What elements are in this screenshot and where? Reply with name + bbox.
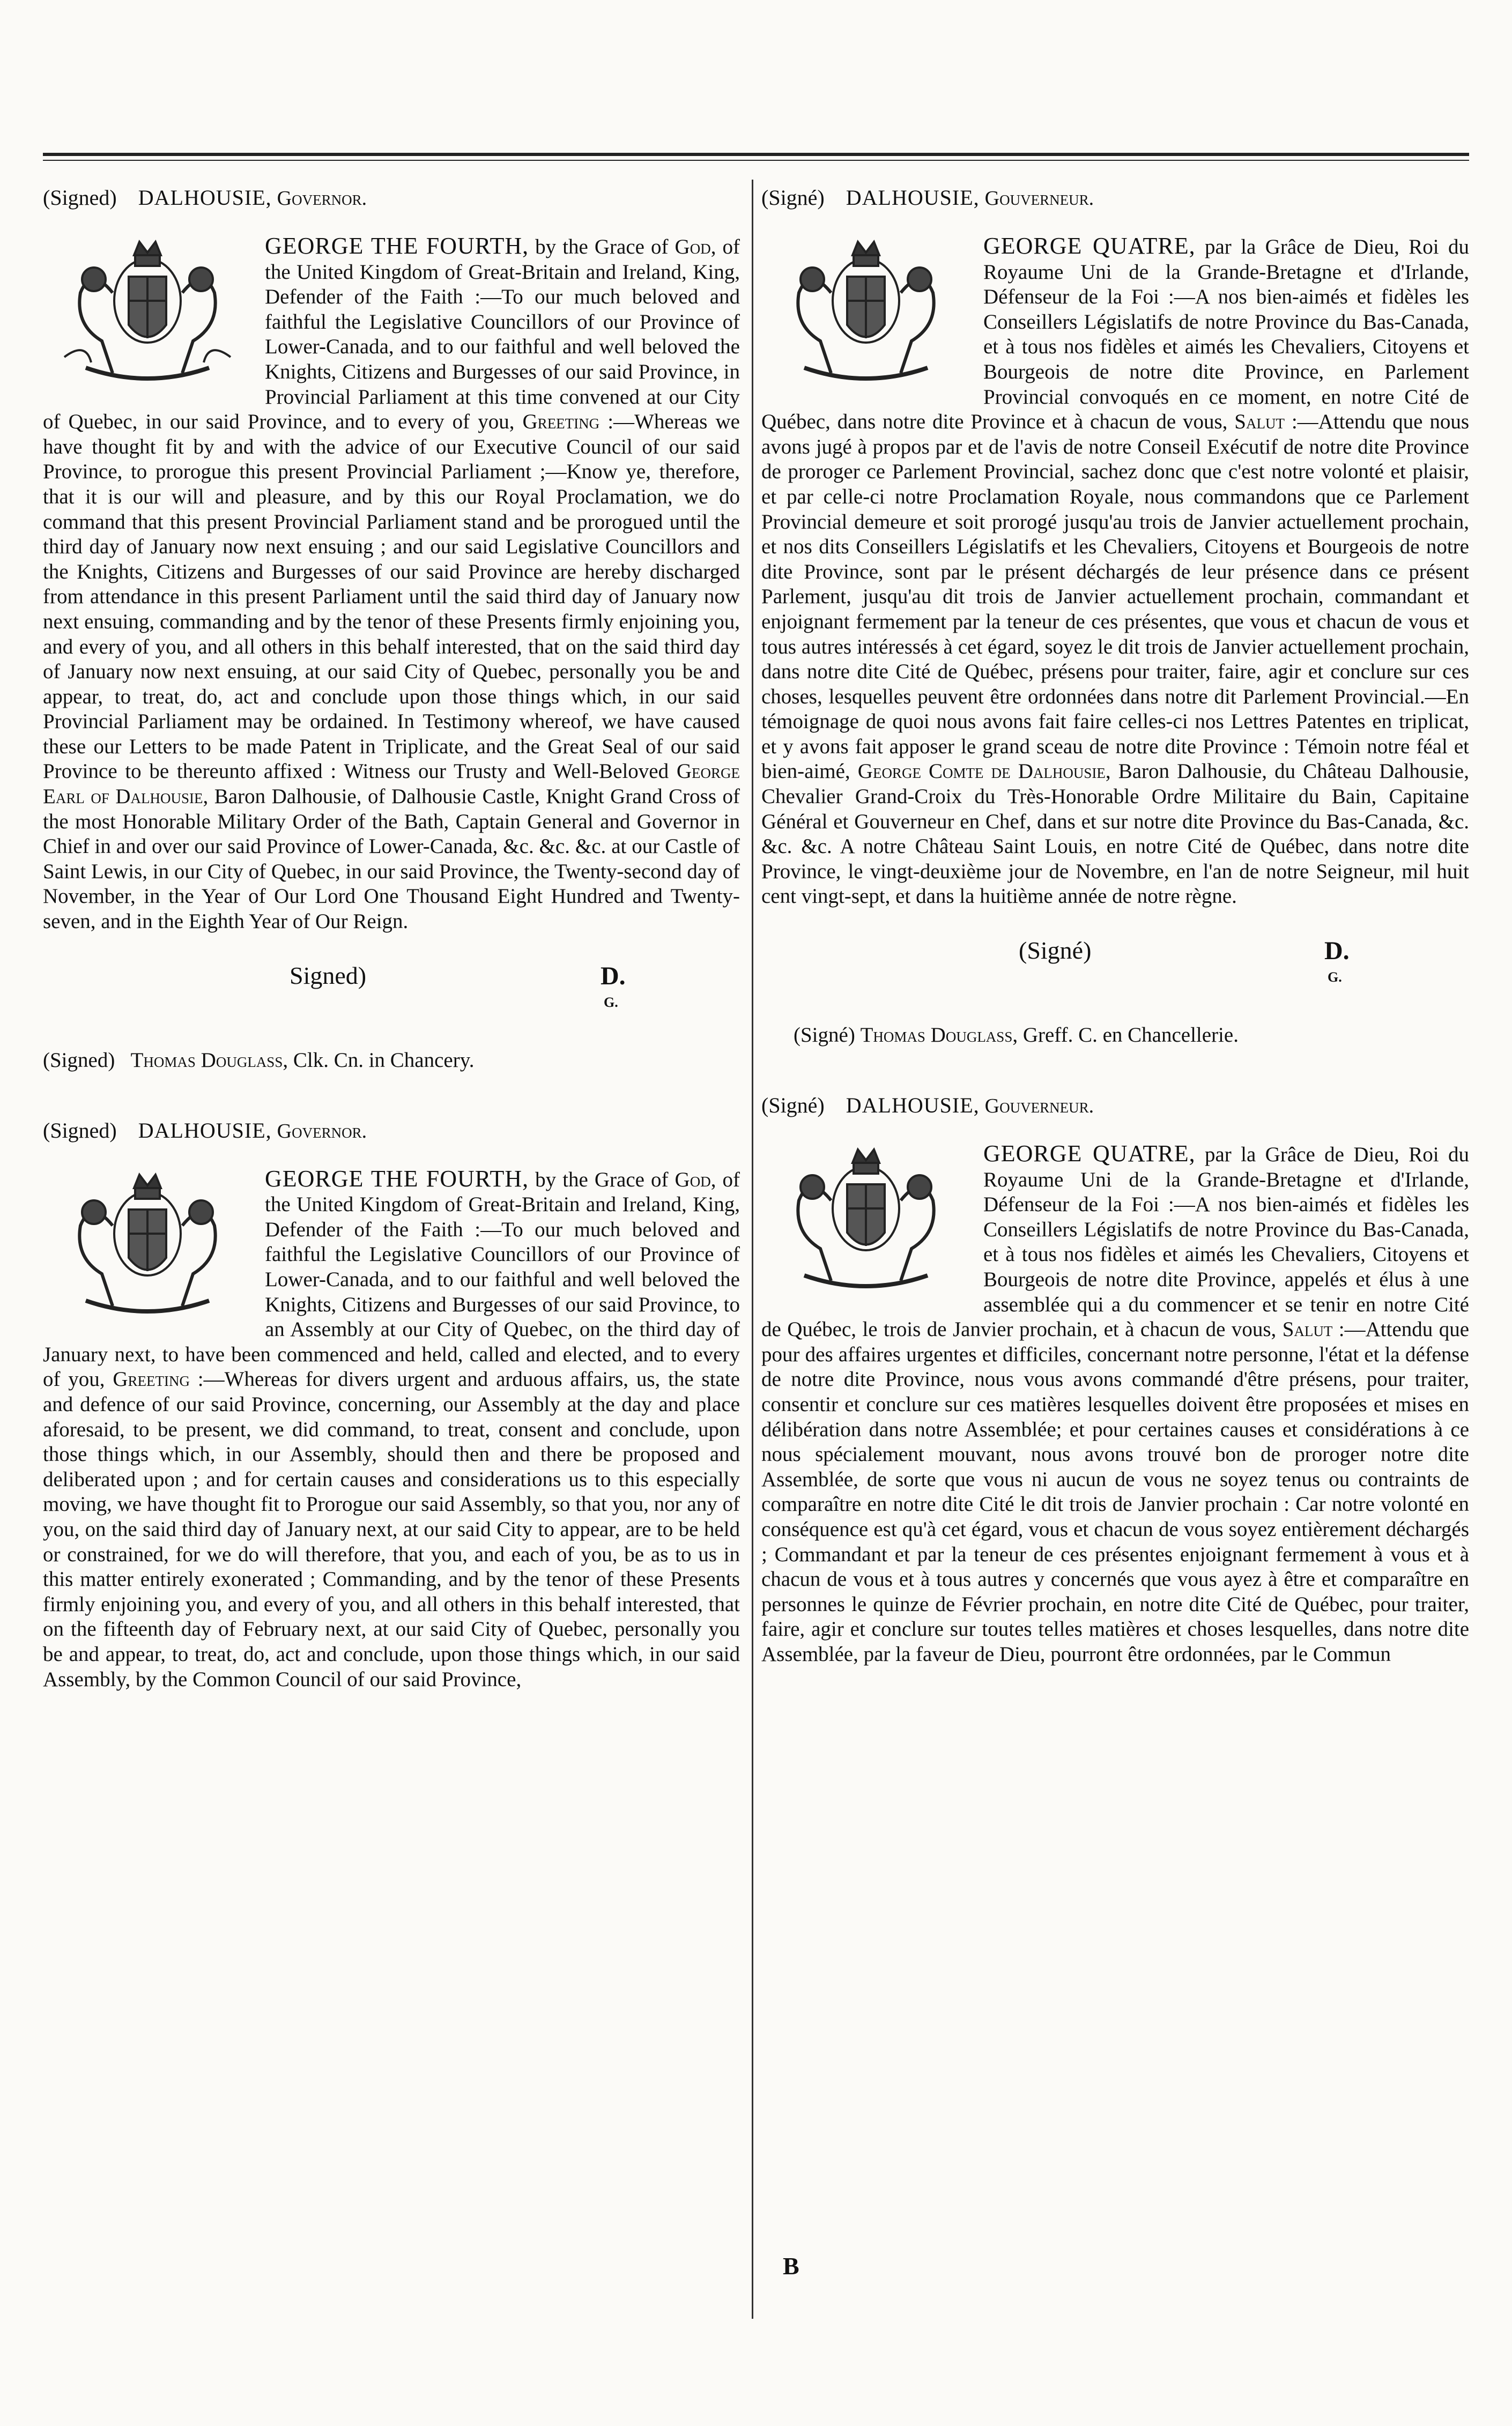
signe-word: (Signé) — [1019, 937, 1092, 965]
english-column — [43, 180, 740, 1692]
greeting-smallcaps: Greeting — [522, 410, 600, 434]
gouverneur-name: DALHOUSIE, — [846, 186, 980, 210]
governor-name: DALHOUSIE, — [138, 1118, 272, 1142]
royal-coat-of-arms-icon — [43, 1167, 252, 1327]
proc-text: , of the United Kingdom of Great-Britain and Ireland, King, Defender of the Faith :—To our much beloved and faithful the Legislative Councillors of our Province of Lower-Canada, and to our faithful and well beloved the Knights, Citizens and Burgesses of our said Province, to an Assembly at our City of Quebec, on the third day of January next, to have been commenced and held, called and elected, and to every of you, — [43, 1168, 740, 1391]
god-smallcaps: God — [675, 1168, 711, 1191]
governor-title: Governor. — [277, 1119, 367, 1142]
proclamation-prorogue-assembly — [43, 1167, 740, 1692]
signed-word: Signed) — [290, 961, 367, 989]
earl-name-smallcaps: George Earl of Dalhousie — [43, 760, 740, 808]
gouverneur-title: Gouverneur. — [984, 187, 1094, 210]
french-column — [761, 180, 1469, 1667]
comte-name-smallcaps: George Comte de Dalhousie — [857, 760, 1106, 783]
gouverneur-name: DALHOUSIE, — [846, 1093, 980, 1118]
greffier-name: Thomas Douglass — [860, 1023, 1013, 1047]
royal-coat-of-arms-icon — [761, 1141, 970, 1302]
signed-label: (Signed) — [43, 1118, 117, 1142]
proc-text: :—Attendu que nous avons jugé à propos par et de l'avis de notre Conseil Exécutif de notre dite Province de proroger ce Parlement Provincial, sachez donc que c'est notre volonté et plaisir, et par celle-ci notre Proclamation Royale, nous commandons que ce Parlement Provincial demeure et soit prorogé jusqu'au trois de Janvier actuellement prochain, et nos dits Conseillers Législatifs et les Chevaliers, Citoyens et Bourgeois de notre dite Province, sont par le présent déchargés de leur présence dans ce présent Parlement, jusqu'au dit trois de Janvier actuellement prochain, commandant et enjoignant fermement par la teneur de ces présentes, que vous et chacun de vous et tous autres intéressés à cet égard, soyez le dit trois de Janvier actuellement prochain, dans notre dite Cité de Québec, présens pour traiter, faire, agir et conclure sur ces choses, lesquelles peuvent être ordonnées dans notre dit Parlement Provincial.—En témoignage de quoi nous avons fait faire celles-ci nos Lettres Patentes en triplicat, et y avons fait apposer le grand sceau de notre dite Province : Témoin notre féal et bien-aimé, — [761, 410, 1470, 783]
governor-title: Governor. — [277, 187, 367, 210]
proc-text: by the Grace of — [529, 1168, 675, 1191]
proclamation-prorogue-parliament — [43, 234, 740, 934]
salut-smallcaps: Salut — [1282, 1318, 1333, 1341]
top-rule — [43, 153, 1469, 156]
greeting-smallcaps: Greeting — [113, 1368, 190, 1391]
proc-text: par la Grâce de Dieu, Roi du Royaume Uni de la Grande-Bretagne et d'Irlande, Défenseur de la Foi :—A nos bien-aimés et fidèles les Conseillers Législatifs de notre Province du Bas-Canada, et à tous nos fidèles et aimés les Chevaliers, Citoyens et Bourgeois de notre dite Province, appelés et élus à une assemblée qui a du commencer et se tenir en notre Cité de Québec, le trois de Janvier prochain, et à chacun de vous, — [761, 1143, 1469, 1341]
proc-text: :—Whereas we have thought fit by and with the advice of our Executive Council of our said Province, to prorogue this present Provincial Parliament ;—Know ye, therefore, that it is our will and pleasure, and by this our Royal Proclamation, we do command that this present Provincial Parliament stand and be prorogued until the third day of January now next ensuing ; and our said Legislative Councillors and the Knights, Citizens and Burgesses of our said Province are hereby discharged from attendance in this present Parliament until the said third day of January now next ensuing, commanding and by the tenor of these Presents firmly enjoining you, and every of you, and all others in this behalf interested, that on the said third day of January now next ensuing, at our said City of Quebec, personally you be and appear, to treat, do, act and conclude upon those things which, in our said Provincial Parliament may be ordained. In Testimony whereof, we have caused these our Letters to be made Patent in Triplicate, and the Great Seal of our said Province to be thereunto affixed : Witness our Trusty and Well-Beloved — [43, 410, 740, 783]
roi-lead-name: GEORGE QUATRE, — [983, 1140, 1196, 1167]
roi-lead-name: GEORGE QUATRE, — [983, 233, 1196, 259]
signe-gouverneur-line-2 — [761, 1092, 1469, 1120]
proc-text: :—Attendu que pour des affaires urgentes et difficiles, concernant notre personne, l'état et la défense de notre dite Province, nous vous avons commandé d'être présens, pour traiter, consentir et conclure sur ces matières lesquelles doivent être proposées et mises en délibération dans notre Assemblée; et pour certaines causes et considérations à ce nous spécialement mouvant, nous avons trouvé bon de proroger notre dite Assemblée, de sorte que vous ni aucun de vous ne soyez tenus ou contraints de comparaître en notre dite Cité le dit trois de Janvier prochain : Car notre volonté en conséquence est qu'à cet égard, vous et chacun de vous soyez entièrement déchargés ; Commandant et par la teneur de ces présentes enjoignant fermement à vous et à chacun de vous et à tous autres y concernés que vous ayez à être et comparaître en personnes le quinze de Février prochain, en notre dite Cité de Québec, pour traiter, faire, agir et conclure sur toutes telles matières et choses lesquelles, dans notre dite Assemblée, par la faveur de Dieu, pourront être ordonnées, par le Commun — [761, 1318, 1470, 1666]
signe-label: (Signé) — [761, 186, 825, 210]
initial-d: D. — [601, 961, 626, 990]
clerk-name: Thomas Douglass — [130, 1048, 283, 1072]
clerk-title: , Clk. Cn. in Chancery. — [283, 1048, 475, 1072]
greffier-title: , Greff. C. en Chancellerie. — [1012, 1023, 1239, 1047]
initial-d: D. — [1324, 937, 1350, 966]
signed-label: (Signed) — [43, 186, 117, 210]
governor-name: DALHOUSIE, — [138, 186, 272, 210]
gouverneur-title: Gouverneur. — [984, 1095, 1094, 1118]
king-lead-name: GEORGE THE FOURTH, — [265, 233, 529, 259]
proclamation-proroger-assemblee — [761, 1141, 1469, 1667]
royal-coat-of-arms-icon — [761, 234, 970, 395]
signature-block — [43, 956, 740, 1020]
initial-g: G. — [604, 994, 618, 1010]
initial-g: G. — [1328, 969, 1342, 985]
proc-text: par la Grâce de Dieu, Roi du Royaume Uni de la Grande-Bretagne et d'Irlande, Défenseur de la Foi :—A nos bien-aimés et fidèles les Conseillers Législatifs de notre Province du Bas-Canada, et à tous nos fidèles et aimés les Chevaliers, Citoyens et Bourgeois de notre dite Province, en Parlement Provincial convoqués en ce moment, en notre Cité de Québec, dans notre dite Province et à chacun de vous, — [761, 235, 1469, 434]
royal-coat-of-arms-icon — [43, 234, 252, 395]
god-smallcaps: God — [675, 235, 711, 258]
proc-text: by the Grace of — [529, 235, 675, 258]
proc-text: , Baron Dalhousie, du Château Dalhousie, Chevalier Grand-Croix du Très-Honorable Ordre Militaire du Bain, Capitaine Général et Gouverneur en Chef, dans et sur notre dite Province du Bas-Canada, &c. &c. &c. A notre Château Saint Louis, en notre Cité de Québec, dans notre dite Province, le vingt-deuxième jour de Novembre, en l'an de notre Seigneur, mil huit cent vingt-sept, et dans la huitième année de notre règne. — [761, 760, 1469, 908]
proc-text: , of the United Kingdom of Great-Britain and Ireland, King, Defender of the Faith :—To our much beloved and faithful the Legislative Councillors of our Province of Lower-Canada, and to our faithful and well beloved the Knights, Citizens and Burgesses of our said Province, in Provincial Parliament at this time convened at our City of Quebec, in our said Province, and to every of you, — [43, 235, 740, 434]
signe-gouverneur-line — [761, 184, 1469, 212]
signed-governor-line-2 — [43, 1117, 740, 1145]
column-divider — [752, 180, 753, 2319]
signe-label: (Signé) — [761, 1093, 825, 1118]
signed-governor-line — [43, 184, 740, 212]
salut-smallcaps: Salut — [1234, 410, 1285, 434]
greffier-signe: (Signé) — [794, 1023, 855, 1047]
clerk-signed: (Signed) — [43, 1048, 115, 1072]
top-rule-thin — [43, 160, 1469, 161]
king-lead-name: GEORGE THE FOURTH, — [265, 1165, 529, 1192]
signature-block — [761, 931, 1469, 995]
clerk-line — [43, 1047, 740, 1074]
greffier-line — [761, 1022, 1469, 1049]
proc-text: , Baron Dalhousie, of Dalhousie Castle, Knight Grand Cross of the most Honorable Military Order of the Bath, Captain General and Governor in Chief in and over our said Province of Lower-Canada, &c. &c. &c. at our Castle of Saint Lewis, in our City of Quebec, in our said Province, the Twenty-second day of November, in the Year of Our Lord One Thousand Eight Hundred and Twenty-seven, and in the Eighth Year of Our Reign. — [43, 785, 740, 933]
proc-text: :—Whereas for divers urgent and arduous affairs, us, the state and defence of our said Province, concerning, our Assembly at the day and place aforesaid, to be present, we did command, to treat, consent and conclude, upon those things which, in our Assembly, should then and there be proposed and deliberated upon ; and for certain causes and considerations us to this especially moving, we have thought fit to Prorogue our said Assembly, so that you, nor any of you, on the said third day of January next, at our said City to appear, are to be held or constrained, for we do will therefore, that you, and each of you, be as to us in this matter entirely exonerated ; Commanding, and by the tenor of these Presents firmly enjoining you, and every of you, and all others in this behalf interested, that on the fifteenth day of February next, at our said City of Quebec, personally you be and appear, to treat, do, act and conclude, upon those things which, in our said Assembly, by the Common Council of our said Province, — [43, 1368, 740, 1691]
proclamation-proroger-parlement — [761, 234, 1469, 909]
signature-mark: B — [783, 2252, 799, 2280]
